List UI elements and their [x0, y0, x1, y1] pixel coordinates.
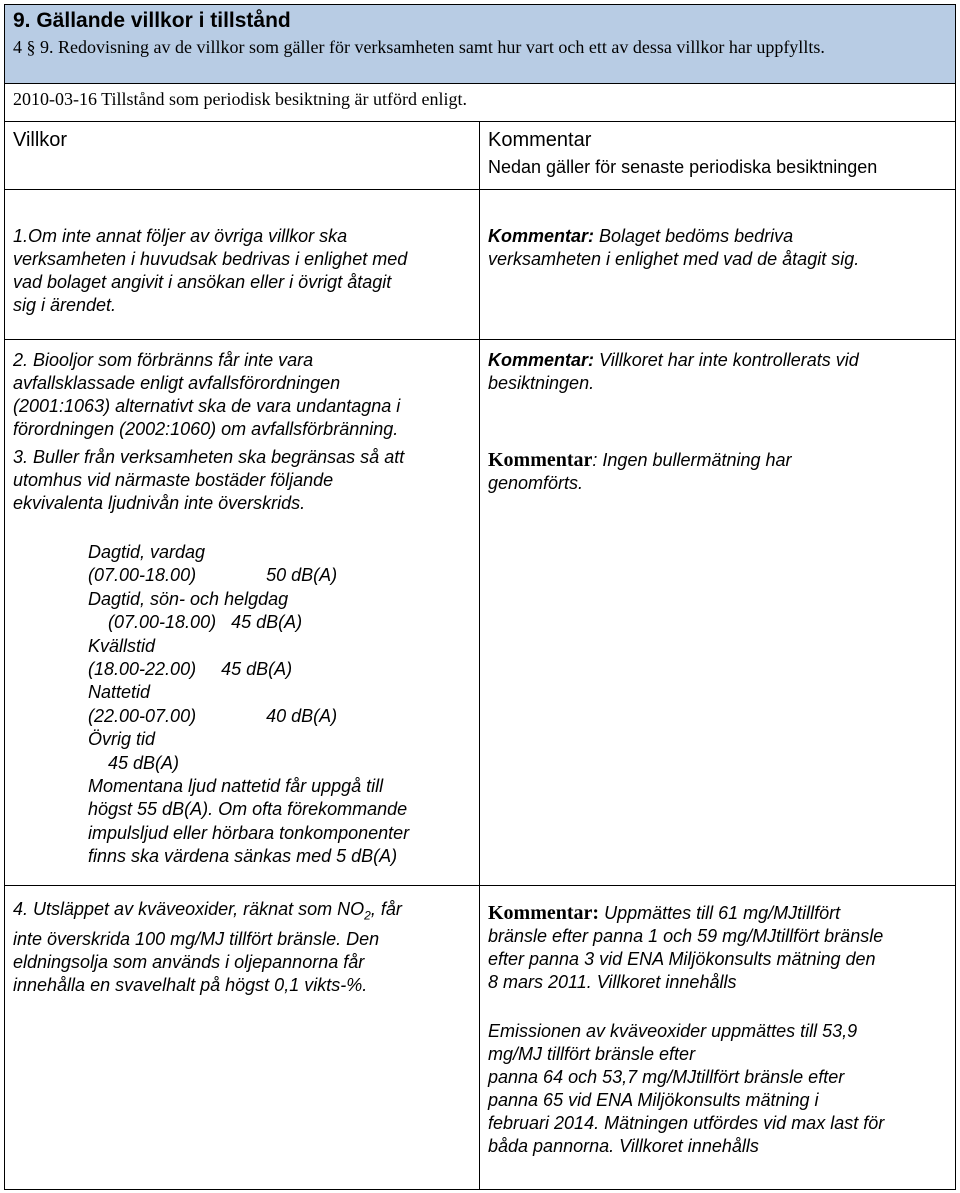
text-line: panna 64 och 53,7 mg/MJtillfört bränsle efter — [488, 1067, 845, 1087]
row-divider — [5, 885, 955, 886]
text-line: genomförts. — [488, 473, 584, 493]
text-line: mg/MJ tillfört bränsle efter — [488, 1044, 696, 1064]
text-line: 45 dB(A) — [88, 752, 180, 773]
text-line: inte överskrida 100 mg/MJ tillfört bränsle. Den — [13, 928, 380, 949]
text-line: Kvällstid — [88, 635, 156, 656]
condition-2-comment — [488, 349, 859, 395]
text-line: Övrig tid — [88, 729, 156, 750]
text-line: februari 2014. Mätningen utfördes vid max last för — [488, 1113, 885, 1133]
kommentar-subheading: Nedan gäller för senaste periodiska besiktningen — [488, 157, 878, 177]
text-line: 2. Biooljor som förbränns får inte vara — [13, 350, 314, 370]
text-line: , får — [370, 899, 402, 919]
text-line: (18.00-22.00) 45 dB(A) — [88, 659, 293, 680]
text-line: Bolaget bedöms bedriva — [594, 226, 794, 246]
text-line: Dagtid, vardag — [88, 542, 206, 562]
text-line: Emissionen av kväveoxider uppmättes till 53,9 — [488, 1021, 858, 1041]
text-line: bränsle efter panna 1 och 59 mg/MJtillfört bränsle — [488, 926, 884, 946]
condition-3-text — [13, 446, 404, 515]
text-line: förordningen (2002:1060) om avfallsförbränning. — [13, 419, 399, 439]
text-line: (22.00-07.00) 40 dB(A) — [88, 705, 338, 726]
text-line: Uppmättes till 61 mg/MJtillfört — [599, 903, 841, 923]
villkor-heading: Villkor — [13, 129, 68, 151]
inspection-row — [5, 83, 955, 122]
text-line: : Ingen bullermätning har — [592, 450, 792, 470]
column-divider — [479, 121, 480, 1189]
text-line: Dagtid, sön- och helgdag — [88, 588, 289, 609]
inspection-text: 2010-03-16 Tillstånd som periodisk besiktning är utförd enligt. — [13, 89, 467, 109]
comment-label: Kommentar: — [488, 350, 595, 370]
comment-label: Kommentar: — [488, 226, 595, 246]
row-divider — [5, 339, 955, 340]
condition-2-text — [13, 349, 400, 441]
section-title: 9. Gällande villkor i tillstånd — [13, 9, 291, 32]
text-line: avfallsklassade enligt avfallsförordningen — [13, 373, 341, 393]
text-line: 8 mars 2011. Villkoret innehålls — [488, 972, 737, 992]
text-line: 1.Om inte annat följer av övriga villkor ska — [13, 226, 348, 246]
section-header — [5, 5, 955, 84]
text-line: 3. Buller från verksamheten ska begränsas så att — [13, 447, 405, 467]
comment-label: Kommentar: — [488, 902, 600, 924]
text-line: impulsljud eller hörbara tonkomponenter — [88, 822, 410, 843]
text-line: båda pannorna. Villkoret innehålls — [488, 1136, 759, 1156]
text-line: (07.00-18.00) 45 dB(A) — [88, 612, 303, 633]
conditions-table — [4, 4, 956, 1190]
text-line: eldningsolja som används i oljepannorna får — [13, 951, 365, 972]
text-line: Nattetid — [88, 682, 151, 703]
condition-1-comment — [488, 225, 859, 271]
noise-limits — [88, 541, 409, 869]
text-line: efter panna 3 vid ENA Miljökonsults mätning den — [488, 949, 876, 969]
row-divider — [5, 189, 955, 190]
subscript: 2 — [364, 908, 371, 923]
text-line: verksamheten i huvudsak bedrivas i enlighet med — [13, 249, 408, 269]
text-line: Villkoret har inte kontrollerats vid — [594, 350, 859, 370]
text-line: (07.00-18.00) 50 dB(A) — [88, 565, 338, 586]
condition-4-comment — [488, 902, 883, 994]
condition-4-text — [13, 898, 402, 997]
text-line: innehålla en svavelhalt på högst 0,1 vikts-%. — [13, 974, 368, 995]
text-line: verksamheten i enlighet med vad de åtagit sig. — [488, 249, 860, 269]
text-line: ekvivalenta ljudnivån inte överskrids. — [13, 493, 306, 513]
text-line: finns ska värdena sänkas med 5 dB(A) — [88, 846, 398, 867]
text-line: sig i ärendet. — [13, 295, 117, 315]
text-line: 4. Utsläppet av kväveoxider, räknat som NO — [13, 899, 365, 919]
text-line: panna 65 vid ENA Miljökonsults mätning i — [488, 1090, 819, 1110]
text-line: (2001:1063) alternativt ska de vara undantagna i — [13, 396, 401, 416]
kommentar-heading: Kommentar — [488, 129, 592, 151]
condition-1-text — [13, 225, 407, 317]
text-line: utomhus vid närmaste bostäder följande — [13, 470, 334, 490]
text-line: besiktningen. — [488, 373, 595, 393]
condition-4-comment-2 — [488, 1020, 884, 1158]
section-subtitle: 4 § 9. Redovisning av de villkor som gäller för verksamheten samt hur vart och ett av dessa villkor har uppfyllts. — [13, 37, 825, 57]
text-line: Momentana ljud nattetid får uppgå till — [88, 776, 384, 797]
text-line: vad bolaget angivit i ansökan eller i övrigt åtagit — [13, 272, 392, 292]
comment-label: Kommentar — [488, 449, 593, 471]
condition-3-comment — [488, 449, 792, 495]
text-line: högst 55 dB(A). Om ofta förekommande — [88, 799, 408, 820]
